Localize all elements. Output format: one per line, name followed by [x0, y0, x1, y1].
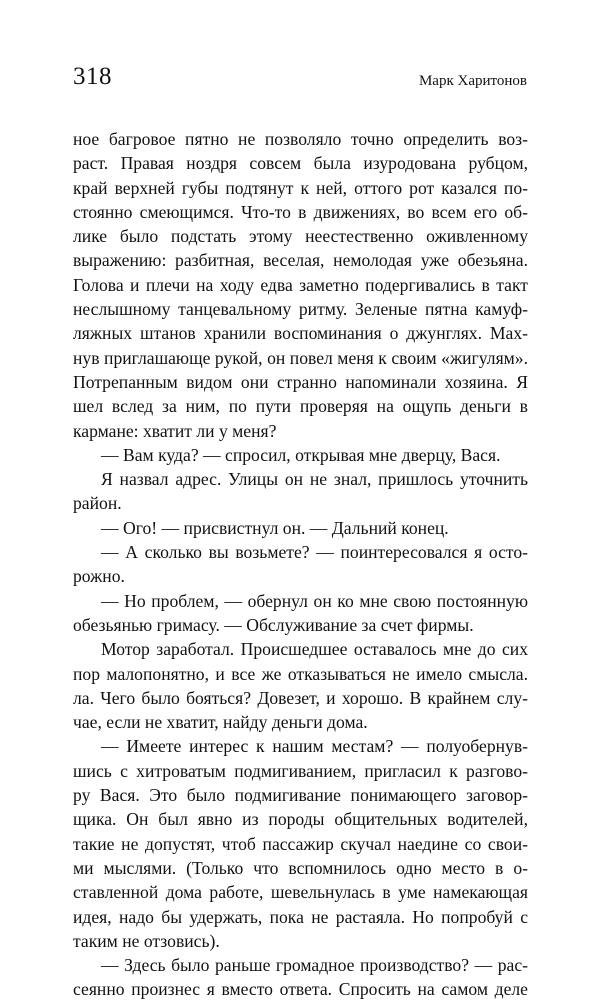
- page-number: 318: [73, 63, 112, 90]
- text-line: выражению: разбитная, веселая, немолодая уже обезьяна.: [73, 250, 528, 271]
- text-line: ное багровое пятно не позволяло точно определить воз-: [73, 129, 528, 149]
- text-line: район.: [73, 493, 122, 514]
- text-line: рожно.: [73, 566, 125, 587]
- text-line: ми мыслями. (Только что вспомнилось одно место в о-: [73, 857, 528, 878]
- text-line: край верхней губы подтянут к ней, оттого рот казался по-: [73, 177, 528, 198]
- text-line: нув приглашающе рукой, он повел меня к своим «жигулям».: [73, 347, 528, 368]
- text-line: — Ого! — присвистнул он. — Дальний конец.: [101, 517, 449, 538]
- text-line: ставленной дома работе, шевельнулась в уме намекающая: [73, 882, 528, 903]
- text-line: стоянно смеющимся. Что-то в движениях, во всем его об-: [73, 201, 528, 222]
- text-line: чае, если не хватит, найду деньги дома.: [73, 712, 368, 733]
- text-line: кармане: хватит ли у меня?: [73, 420, 277, 441]
- text-line: Мотор заработал. Происшедшее оставалось мне до сих: [101, 639, 528, 660]
- text-line: неслышному танцевальному ритму. Зеленые пятна камуф-: [73, 299, 528, 320]
- text-line: обезьянью гримасу. — Обслуживание за счет фирмы.: [73, 614, 474, 635]
- text-line: лике было подстать этому неестественно оживленному: [73, 226, 528, 247]
- text-line: Я назвал адрес. Улицы он не знал, пришлось уточнить: [101, 469, 528, 490]
- text-line: ляжных штанов хранили воспоминания о джунглях. Мах-: [73, 323, 528, 344]
- text-line: — Вам куда? — спросил, открывая мне дверцу, Вася.: [101, 444, 501, 465]
- text-line: ру Вася. Это было подмигивание понимающего заговор-: [73, 785, 528, 806]
- text-line: Голова и плечи на ходу едва заметно подергивались в такт: [73, 274, 528, 295]
- body-text: [73, 127, 528, 1002]
- text-line: — Имеете интерес к нашим местам? — полуобернув-: [101, 736, 528, 757]
- text-line: шись с хитроватым подмигиванием, пригласил к разгово-: [73, 760, 528, 781]
- text-line: щика. Он был явно из породы общительных водителей,: [73, 809, 528, 830]
- text-line: таким не отзовись).: [73, 930, 220, 951]
- text-line: идея, надо бы удержать, пока не растаяла. Но попробуй с: [73, 906, 528, 927]
- text-line: шел вслед за ним, по пути проверяя на ощупь деньги в: [73, 396, 528, 417]
- text-line: ла. Чего было бояться? Довезет, и хорошо. В крайнем слу-: [73, 687, 528, 708]
- text-line: — Здесь было раньше громадное производство? — рас-: [101, 955, 528, 976]
- text-line: — Но проблем, — обернул он ко мне свою постоянную: [101, 590, 528, 611]
- running-head-author: Марк Харитонов: [418, 73, 527, 89]
- text-line: — А сколько вы возьмете? — поинтересовался я осто-: [101, 542, 528, 563]
- text-line: сеянно произнес я вместо ответа. Спросить на самом деле: [73, 979, 528, 1000]
- text-line: Потрепанным видом они странно напоминали хозяина. Я: [73, 371, 528, 392]
- text-line: раст. Правая ноздря совсем была изуродована рубцом,: [73, 153, 528, 174]
- text-line: пор малопонятно, и все же отказываться не имело смысла.: [73, 663, 528, 684]
- text-line: такие не допустят, чтоб пассажир скучал наедине со свои-: [73, 833, 528, 854]
